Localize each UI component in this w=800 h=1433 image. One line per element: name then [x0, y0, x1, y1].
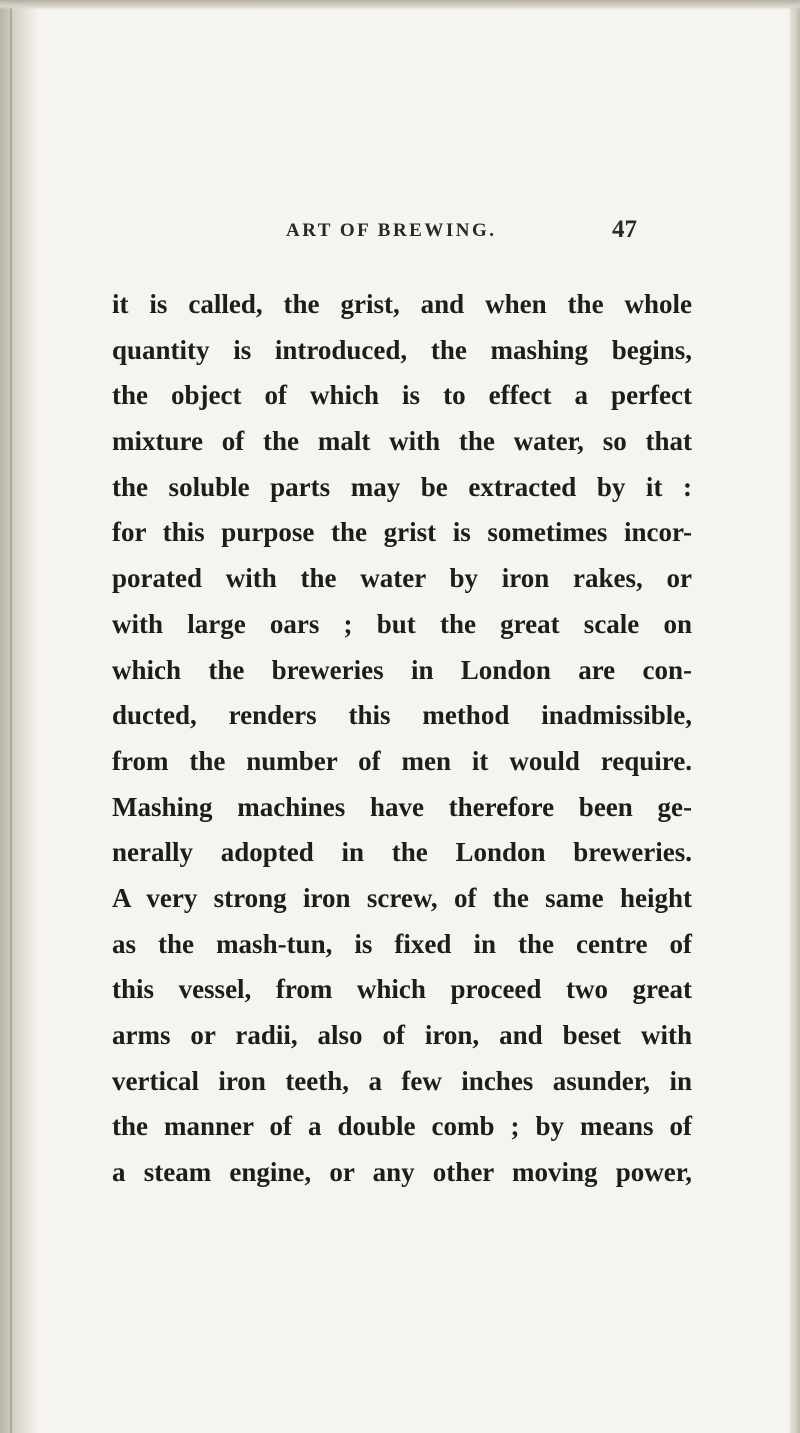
- text-line: porated with the water by iron rakes, or: [112, 563, 692, 594]
- binding-edge: [10, 0, 12, 1433]
- page-right-edge: [788, 0, 800, 1433]
- page-number: 47: [612, 216, 637, 243]
- text-line: it is called, the grist, and when the whole: [112, 289, 692, 319]
- text-line: mixture of the malt with the water, so that: [112, 426, 692, 457]
- running-title: ART OF BREWING.: [286, 220, 497, 241]
- running-head: [0, 218, 800, 248]
- text-line: quantity is introduced, the mashing begins,: [112, 334, 692, 365]
- text-line: the manner of a double comb ; by means of: [112, 1111, 692, 1142]
- text-line: vertical iron teeth, a few inches asunder, in: [112, 1065, 692, 1096]
- text-line: A very strong iron screw, of the same height: [112, 882, 692, 913]
- text-line: arms or radii, also of iron, and beset with: [112, 1020, 692, 1050]
- text-line: Mashing machines have therefore been ge-: [112, 791, 692, 822]
- text-line: the soluble parts may be extracted by it :: [112, 471, 692, 502]
- text-line: ducted, renders this method inadmissible,: [112, 700, 692, 731]
- text-line: the object of which is to effect a perfect: [112, 380, 692, 411]
- text-line: which the breweries in London are con-: [112, 654, 692, 685]
- text-line: from the number of men it would require.: [112, 745, 692, 776]
- text-line: for this purpose the grist is sometimes incor-: [112, 517, 692, 548]
- page-top-edge: [0, 0, 800, 10]
- text-line: with large oars ; but the great scale on: [112, 608, 692, 639]
- text-line: nerally adopted in the London breweries.: [112, 837, 692, 868]
- page-gutter-shadow: [0, 0, 40, 1433]
- text-line: a steam engine, or any other moving power,: [112, 1157, 692, 1188]
- text-line: as the mash-tun, is fixed in the centre of: [112, 928, 692, 959]
- text-line: this vessel, from which proceed two great: [112, 974, 692, 1005]
- body-text: [112, 282, 692, 1196]
